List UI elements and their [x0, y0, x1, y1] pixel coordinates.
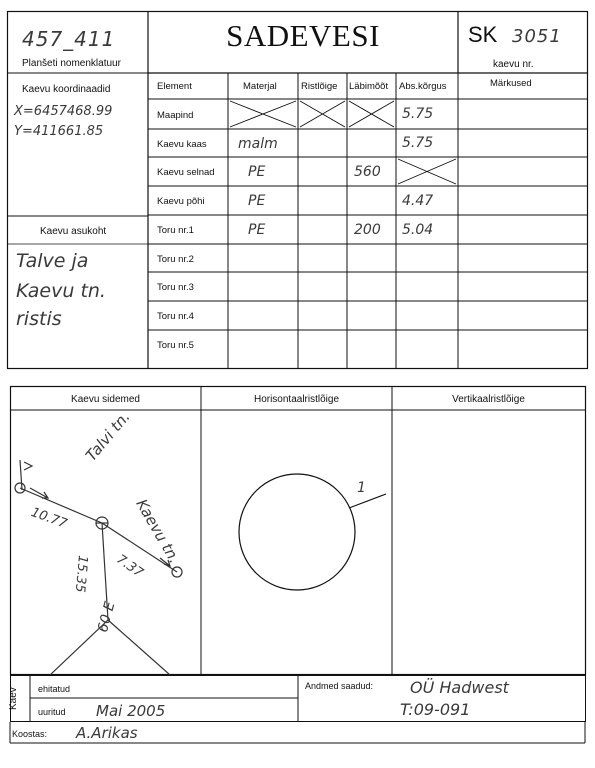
col-header-diameter: Läbimõõt: [349, 81, 389, 92]
row-element: Toru nr.2: [157, 254, 194, 265]
row-element: Toru nr.4: [157, 311, 194, 322]
well-prefix: SK: [468, 22, 498, 47]
coordinate-x: X=6457468.99: [14, 104, 113, 119]
sketch-house-number: 60 E: [95, 599, 119, 635]
built-label: ehitatud: [38, 684, 71, 694]
pipe-label: 1: [357, 480, 366, 496]
data-by-label: Andmed saadud:: [305, 681, 374, 691]
well-caption: kaevu nr.: [493, 59, 534, 70]
row-element: Toru nr.5: [157, 340, 194, 351]
sketch-distance-1: 10.77: [28, 505, 69, 532]
row-element: Toru nr.3: [157, 282, 194, 293]
location-line-3: ristis: [16, 308, 62, 330]
sheet-caption: Planšeti nomenklatuur: [22, 58, 121, 69]
sketch-distance-3: 15.35: [71, 554, 90, 594]
surveyed-value: Mai 2005: [96, 702, 166, 720]
col-header-element: Element: [157, 81, 192, 92]
cell-abs-height: 5.75: [402, 106, 434, 122]
data-by-ref: T:09-091: [400, 700, 471, 719]
data-by-value: OÜ Hadwest: [410, 678, 509, 697]
horizontal-section-drawing: [201, 410, 392, 675]
cell-diameter: 200: [354, 222, 381, 238]
row-element: Toru nr.1: [157, 225, 194, 236]
well-number: 3051: [512, 26, 562, 47]
col-header-remarks: Märkused: [490, 78, 532, 89]
location-line-2: Kaevu tn.: [16, 280, 106, 302]
location-line-1: Talve ja: [16, 250, 89, 272]
row-element: Kaevu põhi: [157, 196, 205, 207]
coordinates-label: Kaevu koordinaadid: [22, 84, 111, 95]
cell-abs-height: 4.47: [402, 193, 434, 209]
compiled-value: A.Arikas: [76, 724, 138, 742]
coordinate-y: Y=411661.85: [14, 124, 104, 139]
col-header-abs-height: Abs.kõrgus: [399, 81, 447, 92]
page-title: SADEVESI: [226, 18, 380, 53]
row-element: Kaevu kaas: [157, 139, 207, 150]
sheet-number: 457_411: [22, 27, 116, 51]
cell-material: malm: [238, 136, 278, 152]
sketch-distance-2: 7.37: [113, 552, 146, 581]
cell-abs-height: 5.75: [402, 135, 434, 151]
cell-material: PE: [248, 164, 266, 180]
compiled-label: Koostas:: [12, 729, 48, 739]
sketch-street-2: Kaevu tn.: [132, 496, 184, 567]
col-header-cross-section: Ristlõige: [301, 81, 338, 92]
panel-title-horizontal: Horisontaalristlõige: [253, 394, 340, 405]
cell-material: PE: [248, 193, 266, 209]
sketch-street-1: Talvi tn.: [82, 407, 134, 465]
row-element: Kaevu selnad: [157, 167, 215, 178]
col-header-material: Materjal: [243, 81, 277, 92]
cell-material: PE: [248, 222, 266, 238]
location-label: Kaevu asukoht: [40, 226, 107, 237]
panel-title-connections: Kaevu sidemed: [71, 394, 140, 405]
cell-diameter: 560: [354, 164, 381, 180]
row-element: Maapind: [157, 110, 194, 121]
panel-title-vertical: Vertikaalristlõige: [452, 394, 525, 405]
footer-side-label: Kaev: [8, 687, 19, 710]
surveyed-label: uuritud: [38, 707, 66, 717]
cell-abs-height: 5.04: [402, 222, 434, 238]
